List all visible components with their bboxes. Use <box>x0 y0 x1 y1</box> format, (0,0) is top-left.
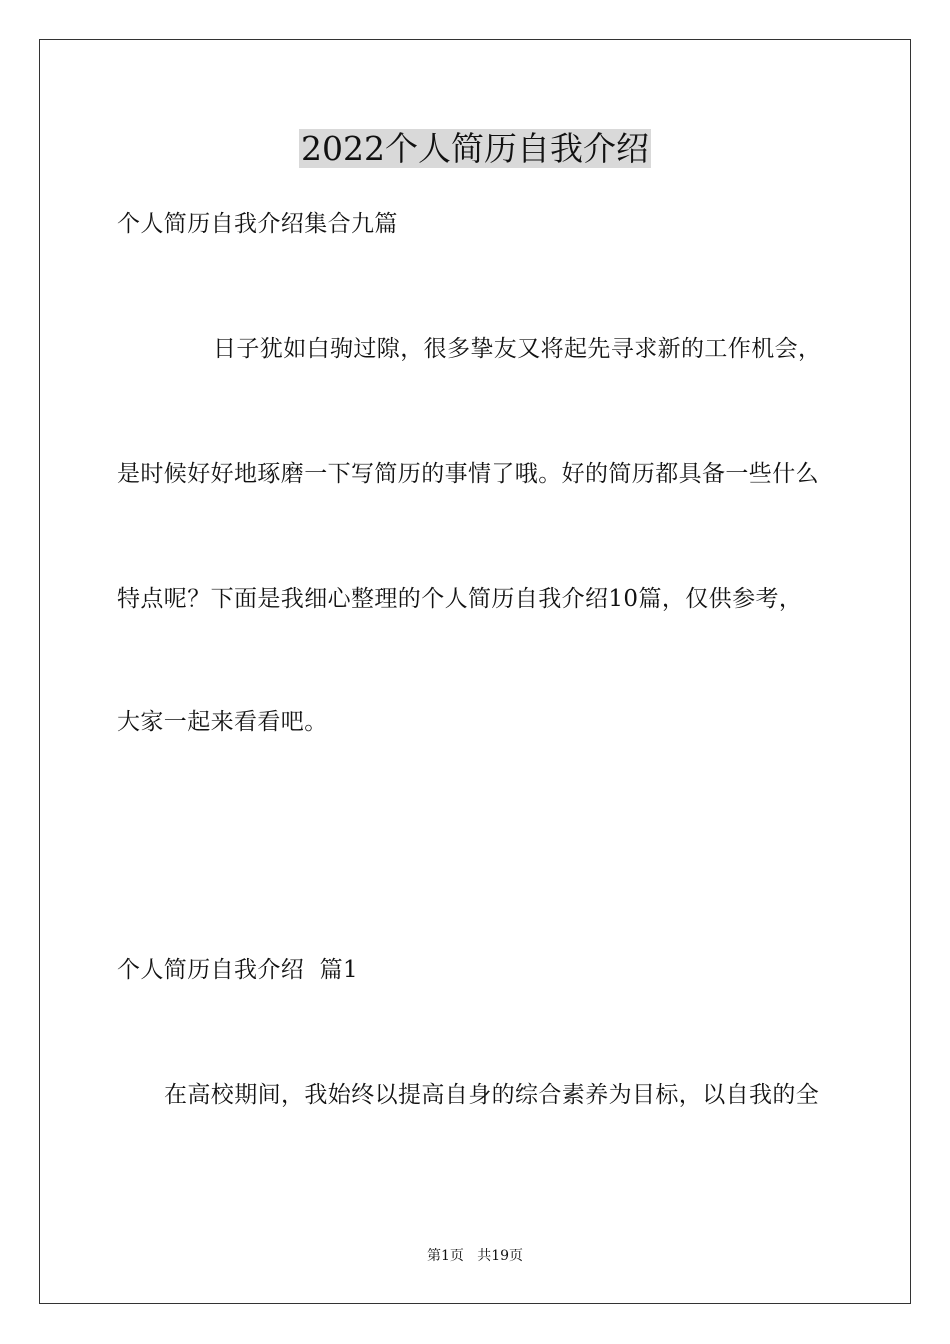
intro-line-4: 大家一起来看看吧。 <box>117 709 328 735</box>
page-footer: 第1页 共19页 <box>426 1248 524 1264</box>
document-title: 2022个人简历自我介绍 <box>301 129 649 168</box>
intro-line-1: 日子犹如白驹过隙，很多挚友又将起先寻求新的工作机会， <box>213 336 822 362</box>
intro-line-2: 是时候好好地琢磨一下写简历的事情了哦。好的简历都具备一些什么 <box>117 461 819 487</box>
document-subtitle: 个人简历自我介绍集合九篇 <box>117 211 398 237</box>
intro-line-3: 特点呢？下面是我细心整理的个人简历自我介绍10篇，仅供参考， <box>117 586 803 612</box>
document-title-wrap <box>0 128 950 170</box>
section-1-paragraph-line: 在高校期间，我始终以提高自身的综合素养为目标，以自我的全 <box>164 1082 820 1108</box>
section-1-heading: 个人简历自我介绍 篇1 <box>117 957 359 983</box>
